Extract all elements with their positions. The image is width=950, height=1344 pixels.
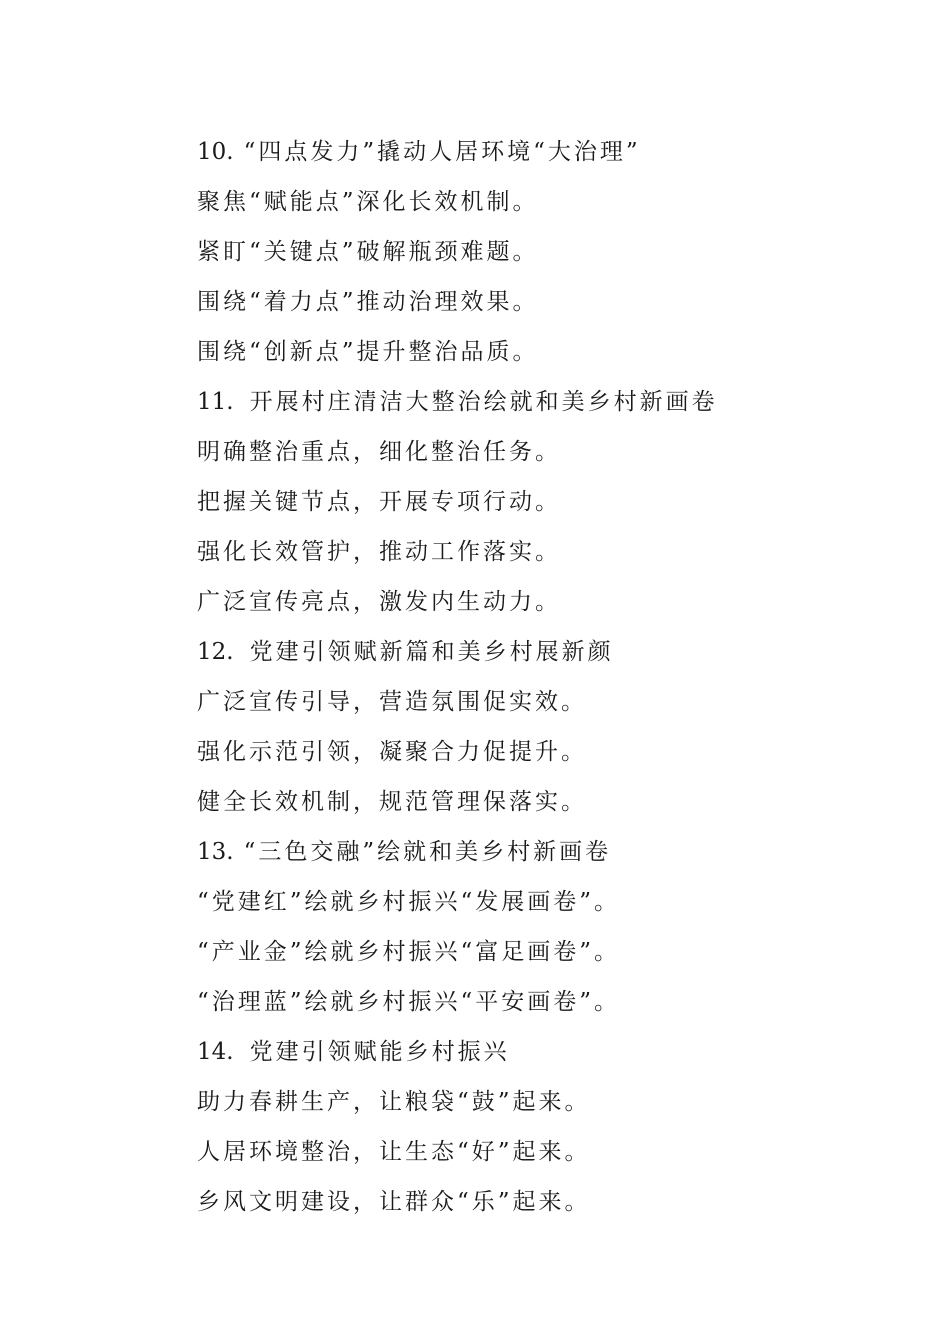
section-heading bbox=[197, 377, 897, 427]
list-item: 乡风文明建设，让群众“乐”起来。 bbox=[197, 1189, 591, 1215]
section-heading bbox=[197, 627, 897, 677]
document-body bbox=[197, 127, 897, 1227]
section-number: 10. bbox=[197, 139, 234, 165]
list-item: 广泛宣传引导，营造氛围促实效。 bbox=[197, 689, 587, 715]
list-item: 人居环境整治，让生态“好”起来。 bbox=[197, 1139, 591, 1165]
section-number: 12. bbox=[197, 639, 234, 665]
list-item: 聚焦“赋能点”深化长效机制。 bbox=[197, 189, 539, 215]
list-item: 紧盯“关键点”破解瓶颈难题。 bbox=[197, 239, 539, 265]
list-item: 围绕“创新点”提升整治品质。 bbox=[197, 339, 539, 365]
list-item: 健全长效机制，规范管理保落实。 bbox=[197, 789, 587, 815]
list-item: 助力春耕生产，让粮袋“鼓”起来。 bbox=[197, 1089, 591, 1115]
section-title: 党建引领赋新篇和美乡村展新颜 bbox=[249, 639, 614, 665]
section-heading bbox=[197, 1027, 897, 1077]
list-item: “产业金”绘就乡村振兴“富足画卷”。 bbox=[197, 939, 621, 965]
section-title: “三色交融”绘就和美乡村新画卷 bbox=[243, 839, 612, 865]
section-number: 13. bbox=[197, 839, 234, 865]
list-item: 强化长效管护，推动工作落实。 bbox=[197, 539, 561, 565]
list-item: “治理蓝”绘就乡村振兴“平安画卷”。 bbox=[197, 989, 621, 1015]
list-item: 把握关键节点，开展专项行动。 bbox=[197, 489, 561, 515]
section-heading bbox=[197, 127, 897, 177]
list-item: 围绕“着力点”推动治理效果。 bbox=[197, 289, 539, 315]
list-item: 强化示范引领，凝聚合力促提升。 bbox=[197, 739, 587, 765]
section-heading bbox=[197, 827, 897, 877]
list-item: 广泛宣传亮点，激发内生动力。 bbox=[197, 589, 561, 615]
section-title: 开展村庄清洁大整治绘就和美乡村新画卷 bbox=[249, 389, 718, 415]
list-item: “党建红”绘就乡村振兴“发展画卷”。 bbox=[197, 889, 621, 915]
section-title: 党建引领赋能乡村振兴 bbox=[249, 1039, 510, 1065]
section-title: “四点发力”撬动人居环境“大治理” bbox=[243, 139, 641, 165]
section-number: 14. bbox=[197, 1039, 234, 1065]
list-item: 明确整治重点，细化整治任务。 bbox=[197, 439, 561, 465]
section-number: 11. bbox=[197, 389, 234, 415]
